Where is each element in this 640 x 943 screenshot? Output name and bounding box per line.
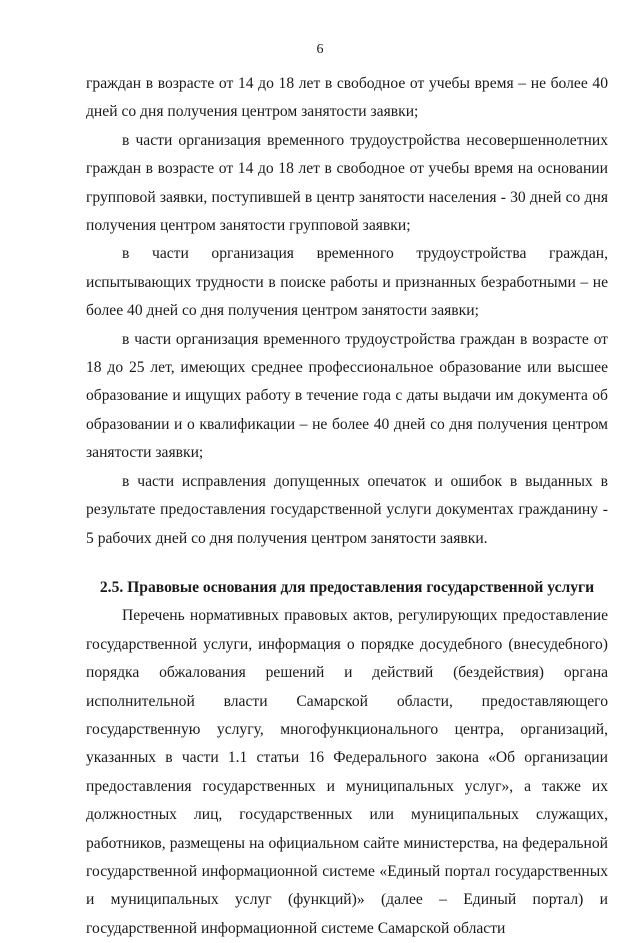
- paragraph-unemployed: в части организация временного трудоустройства граждан, испытывающих трудности в поиске работы и признанных безработными – не более 40 дней со дня получения центром занятости заявки;: [86, 245, 608, 320]
- paragraph-legal-basis: Перечень нормативных правовых актов, регулирующих предоставление государственной услуги, информация о порядке досудебного (внесудебного) порядка обжалования решений и действий (бездействия) органа исполнительной власти Самарской области, предоставляющего государственную услугу, многофункционального центра, организаций, указанных в части 1.1 статьи 16 Федерального закона «Об организации предоставления государственных и муниципальных услуг», а также их должностных лиц, государственных или муниципальных служащих, работников, размещены на официальном сайте министерства, на федеральной государственной информационной системе «Единый портал государственных и муниципальных услуг (функций)» (далее – Единый портал) и государственной информационной системе Самарской области: [86, 607, 608, 937]
- page-number: 6: [316, 42, 324, 57]
- paragraph-graduates: в части организация временного трудоустройства граждан в возрасте от 18 до 25 лет, имеющих среднее профессиональное образование или высшее образование и ищущих работу в течение года с даты выдачи им документа об образовании и о квалификации – не более 40 дней со дня получения центром занятости заявки;: [86, 330, 608, 462]
- paragraph-continued: граждан в возрасте от 14 до 18 лет в свободное от учебы время – не более 40 дней со дня получения центром занятости заявки;: [86, 75, 608, 121]
- document-body: [86, 70, 608, 943]
- paragraph-corrections: в части исправления допущенных опечаток и ошибок в выданных в результате предоставления государственной услуги документах гражданину - 5 рабочих дней со дня получения центром занятости заявки.: [86, 472, 608, 547]
- paragraph-minors-group-request: в части организация временного трудоустройства несовершеннолетних граждан в возрасте от 14 до 18 лет в свободное от учебы время на основании групповой заявки, поступившей в центр занятости населения - 30 дней со дня получения центром занятости групповой заявки;: [86, 131, 608, 235]
- section-heading: 2.5. Правовые основания для предоставления государственной услуги: [99, 578, 595, 596]
